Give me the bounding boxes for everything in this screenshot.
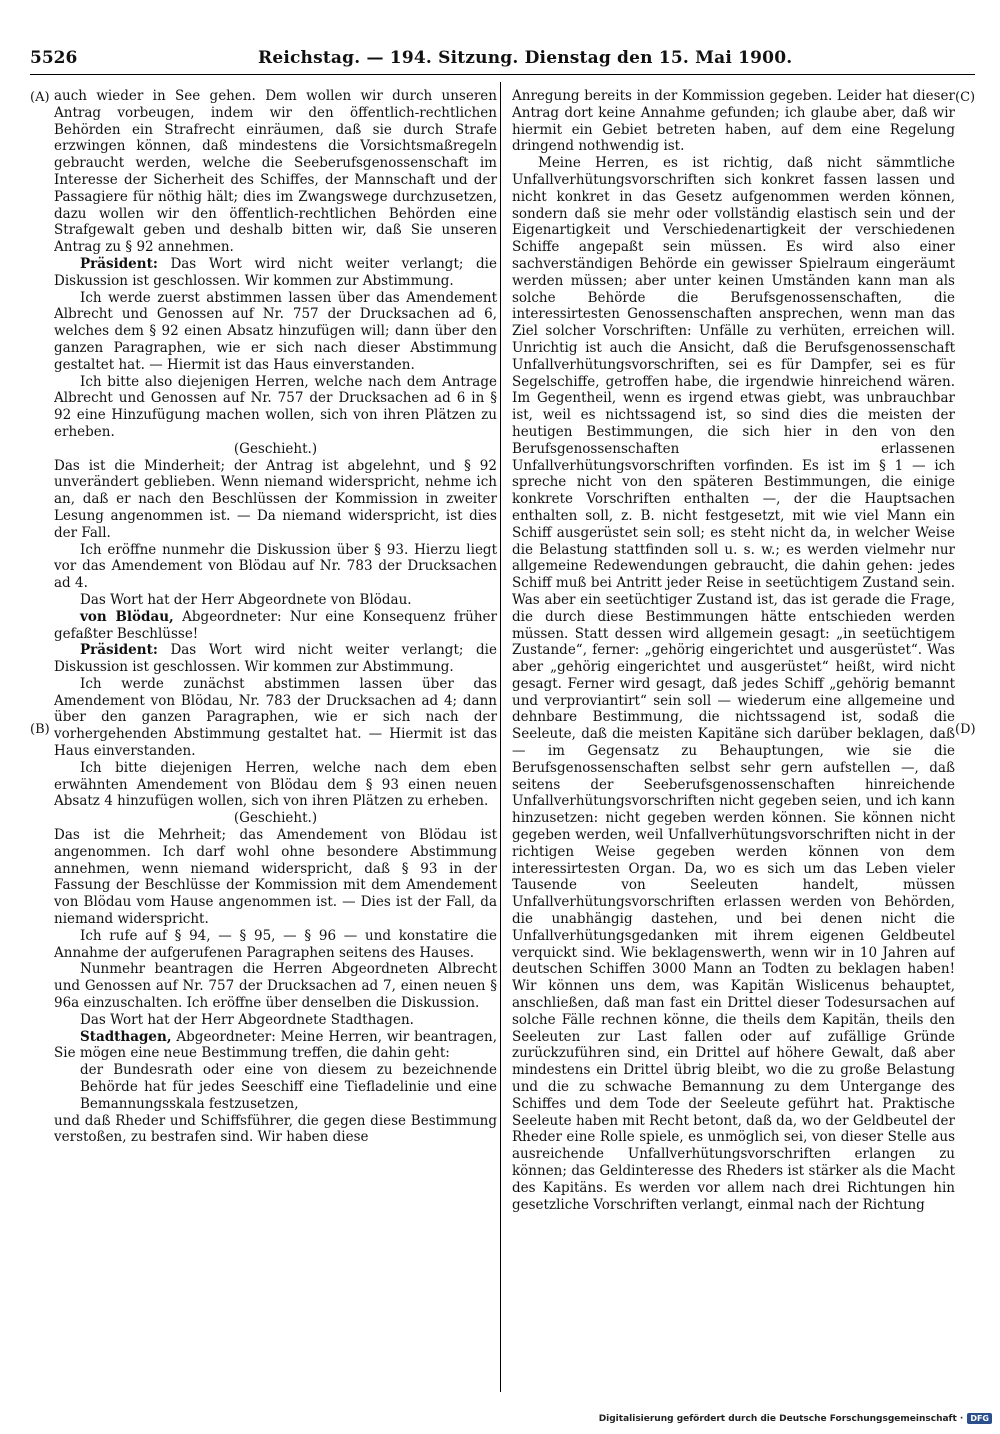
paragraph: Ich bitte diejenigen Herren, welche nach dem eben erwähnten Amendement von Blödau dem § 93 einen neuen Absatz 4 hinzufügen wollen, sich von ihren Plätzen zu erheben.: [54, 759, 497, 810]
paragraph: Ich bitte also diejenigen Herren, welche nach dem Antrage Albrecht und Genossen auf Nr. 757 der Drucksachen ad 6 in § 92 eine Hinzufügung machen wollen, sich von ihren Plätzen zu erheben.: [54, 373, 497, 440]
page-header: [30, 44, 975, 75]
speaker-name: Präsident:: [80, 642, 158, 659]
paragraph: Nunmehr beantragen die Herren Abgeordneten Albrecht und Genossen auf Nr. 757 der Drucksachen ad 7, einen neuen § 96a einzuschalten. Ich eröffne über denselben die Diskussion.: [54, 961, 497, 1012]
margin-marker-d: (D): [955, 722, 976, 737]
speech-text: Das Wort wird nicht weiter verlangt; die Diskussion ist geschlossen. Wir kommen zur Abstimmung.: [54, 642, 497, 676]
page-number: 5526: [30, 48, 78, 68]
speaker-name: Stadthagen,: [80, 1028, 172, 1045]
speech-text: Das Wort wird nicht weiter verlangt; die Diskussion ist geschlossen. Wir kommen zur Abstimmung.: [54, 255, 497, 289]
paragraph: [54, 609, 497, 643]
paragraph: Meine Herren, es ist richtig, daß nicht sämmtliche Unfallverhütungsvorschriften sich konkret fassen lassen und nicht konkret in das Gesetz aufgenommen werden können, sondern daß sie mehr oder vollständig elastisch sein und der Eigenartigkeit und Verschiedenartigkeit der verschiedenen Schiffe angepaßt sein müssen. Es wird also einer sachverständigen Behörde ein gewisser Spielraum eingeräumt werden müssen; aber unter keinen Umständen kann man als solche Behörde die Berufsgenossenschaften, die interessirtesten Genossenschaften ansprechen, wenn man das Ziel solcher Vorschriften: Unfälle zu verhüten, erreichen will. Unrichtig ist auch die Ansicht, daß die Berufsgenossenschaft Unfallverhütungsvorschriften, sei es für Dampfer, sei es für Segelschiffe, getroffen habe, die irgendwie hinreichend wären. Im Gegentheil, wenn es irgend etwas giebt, was unbrauchbar ist, weil es nichtssagend ist, so sind dies die meisten der heutigen Bestimmungen, die sich hier in den von den Berufsgenossenschaften erlassenen Unfallverhütungsvorschriften vorfinden. Es ist im § 1 — ich spreche nicht von den späteren Bestimmungen, die einige konkrete Vorschriften enthalten —, der die Hauptsachen enthalten soll, z. B. nicht festgesetzt, mit wie viel Mann ein Schiff ausgerüstet sein soll; es steht nicht da, in welcher Weise die Belastung stattfinden soll u. s. w.; es werden vielmehr nur allgemeine Redewendungen gebraucht, die dahin gehen: jedes Schiff muß bei Antritt jeder Reise in seetüchtigem Zustand sein. Was aber ein seetüchtiger Zustand ist, das ist gerade die Frage, die durch diese Bestimmungen hätte entschieden werden müssen. Statt dessen wird allgemein gesagt: „in seetüchtigem Zustande“, ferner: „gehörig eingerichtet und ausgerüstet“. Was aber „gehörig eingerichtet und ausgerüstet“ heißt, wird nicht gesagt. Ferner wird gesagt, daß jedes Schiff „gehörig bemannt und verproviantirt“ sein soll — wiederum eine allgemeine und dehnbare Bestimmung, die nichtssagend ist, sodaß die Seeleute, daß die meisten Kapitäne sich darüber beklagen, daß — im Gegensatz zu Behauptungen, wie sie die Berufsgenossenschaften selbst sehr gern aufstellen —, daß seitens der Seeberufsgenossenschaften hinreichende Unfallverhütungsvorschriften nicht gegeben seien, und ich kann hinzusetzen: nicht gegeben werden können. Sie können nicht gegeben werden, weil Unfallverhütungsvorschriften nicht in der richtigen Weise gegeben werden können von dem interessirtesten Organ. Da, wo es sich um das Leben vieler Tausende von Seeleuten handelt, müssen Unfallverhütungsvorschriften erlassen werden von Behörden, die unabhängig dastehen, und bei denen nicht die Unfallverhütungsgedanken mit ihrem eigenen Geldbeutel verquickt sind. Wie beklagenswerth, wenn wir in 10 Jahren auf deutschen Schiffen 3000 Mann an Todten zu beklagen haben! Wir können uns dem, was Kapitän Wislicenus behauptet, anschließen, daß man fast ein Drittel dieser Todesursachen auf solche Fälle rechnen könne, die theils dem Kapitän, theils den Seeleuten zur Last fallen oder auf zufällige Gründe zurückzuführen sind, ein Drittel auf höhere Gewalt, daß aber mindestens ein Drittel übrig bleibt, wo die zu große Belastung und die zu schwache Bemannung zu dem Untergange des Schiffes und dem Tode der Seeleute geführt hat. Praktische Seeleute haben mit Recht betont, daß da, wo der Geldbeutel der Rheder eine Rolle spiele, es unmöglich sei, von dieser Stelle aus ausreichende Unfallverhütungsvorschriften erlangen zu können; das Geldinteresse des Rheders ist stärker als die Macht des Kapitäns. Es werden vor allem nach drei Richtungen hin gesetzliche Vorschriften verlangt, einmal nach der Richtung: [512, 155, 955, 1213]
digitization-credit: [599, 1413, 992, 1424]
paragraph: Ich werde zunächst abstimmen lassen über das Amendement von Blödau, Nr. 783 der Drucksachen ad 4; dann über den ganzen Paragraphen, wie er sich nach der vorhergehenden Abstimmung gestaltet hat. — Hiermit ist das Haus einverstanden.: [54, 675, 497, 760]
running-title: Reichstag. — 194. Sitzung. Dienstag den 15. Mai 1900.: [258, 48, 793, 68]
speaker-name: Präsident:: [80, 255, 158, 272]
paragraph: Ich eröffne nunmehr die Diskussion über § 93. Hierzu liegt vor das Amendement von Blödau auf Nr. 783 der Drucksachen ad 4.: [54, 541, 497, 592]
dfg-logo-icon: DFG: [967, 1413, 992, 1424]
left-column: [54, 88, 497, 1388]
paragraph: Das ist die Mehrheit; das Amendement von Blödau ist angenommen. Ich darf wohl ohne besondere Abstimmung annehmen, wenn niemand widerspricht, daß § 93 in der Fassung der Beschlüsse der Kommission mit dem Amendement von Blödau vom Hause angenommen ist. — Dies ist der Fall, da niemand widerspricht.: [54, 827, 497, 928]
credit-text: Digitalisierung gefördert durch die Deutsche Forschungsgemeinschaft ·: [598, 1413, 964, 1424]
paragraph: Ich werde zuerst abstimmen lassen über das Amendement Albrecht und Genossen auf Nr. 757 der Drucksachen ad 6, welches dem § 92 einen Absatz hinzufügen will; dann über den ganzen Paragraphen, wie er sich nach dieser Abstimmung gestaltet hat. — Hiermit ist das Haus einverstanden.: [54, 289, 497, 373]
speech-text: Abgeordneter: Meine Herren, wir beantragen, Sie mögen eine neue Bestimmung treffen, die dahin geht:: [54, 1028, 497, 1062]
paragraph: Ich rufe auf § 94, — § 95, — § 96 — und konstatire die Annahme der aufgerufenen Paragraphen seitens des Hauses.: [54, 927, 497, 961]
paragraph: Anregung bereits in der Kommission gegeben. Leider hat dieser Antrag dort keine Annahme gefunden; ich glaube aber, daß wir hiermit ein Gebiet betreten haben, auf dem eine Regelung dringend nothwendig ist.: [512, 88, 955, 155]
column-divider: [500, 82, 501, 1392]
paragraph: auch wieder in See gehen. Dem wollen wir durch unseren Antrag vorbeugen, indem wir den öffentlich-rechtlichen Behörden ein Strafrecht einräumen, daß sie durch Strafe erzwingen können, daß mindestens die Vorsichtsmaßregeln gebraucht werden, welche die Seeberufsgenossenschaft im Interesse der Sicherheit des Schiffes, der Mannschaft und der Passagiere für nöthig hält; dies im Zwangswege durchzusetzen, dazu wollen wir den öffentlich-rechtlichen Behörden eine Strafgewalt geben und deshalb bitten wir, daß Sie unseren Antrag zu § 92 annehmen.: [54, 88, 497, 256]
stage-direction: (Geschieht.): [233, 440, 318, 457]
speaker-name: von Blödau,: [80, 608, 174, 625]
paragraph: Das ist die Minderheit; der Antrag ist abgelehnt, und § 92 unverändert geblieben. Wenn niemand widerspricht, nehme ich an, daß er nach den Beschlüssen der Kommission in zweiter Lesung angenommen ist. — Da niemand widerspricht, ist dies der Fall.: [54, 457, 497, 541]
paragraph: [54, 642, 497, 676]
quoted-motion: der Bundesrath oder eine von diesem zu bezeichnende Behörde hat für jedes Seeschiff eine Tiefladelinie und eine Bemannungsskala festzusetzen,: [80, 1062, 497, 1112]
margin-marker-c: (C): [955, 90, 976, 105]
margin-marker-a: (A): [30, 90, 50, 105]
paragraph: [54, 1029, 497, 1063]
stage-direction: (Geschieht.): [233, 810, 318, 827]
right-column: [512, 88, 955, 1388]
speech-text: Abgeordneter: Nur eine Konsequenz früher gefaßter Beschlüsse!: [54, 608, 497, 642]
paragraph: Das Wort hat der Herr Abgeordnete von Blödau.: [80, 591, 412, 608]
paragraph: [54, 256, 497, 290]
paragraph: und daß Rheder und Schiffsführer, die gegen diese Bestimmung verstoßen, zu bestrafen sind. Wir haben diese: [54, 1112, 497, 1146]
paragraph: Das Wort hat der Herr Abgeordnete Stadthagen.: [80, 1011, 414, 1028]
margin-marker-b: (B): [30, 722, 50, 737]
